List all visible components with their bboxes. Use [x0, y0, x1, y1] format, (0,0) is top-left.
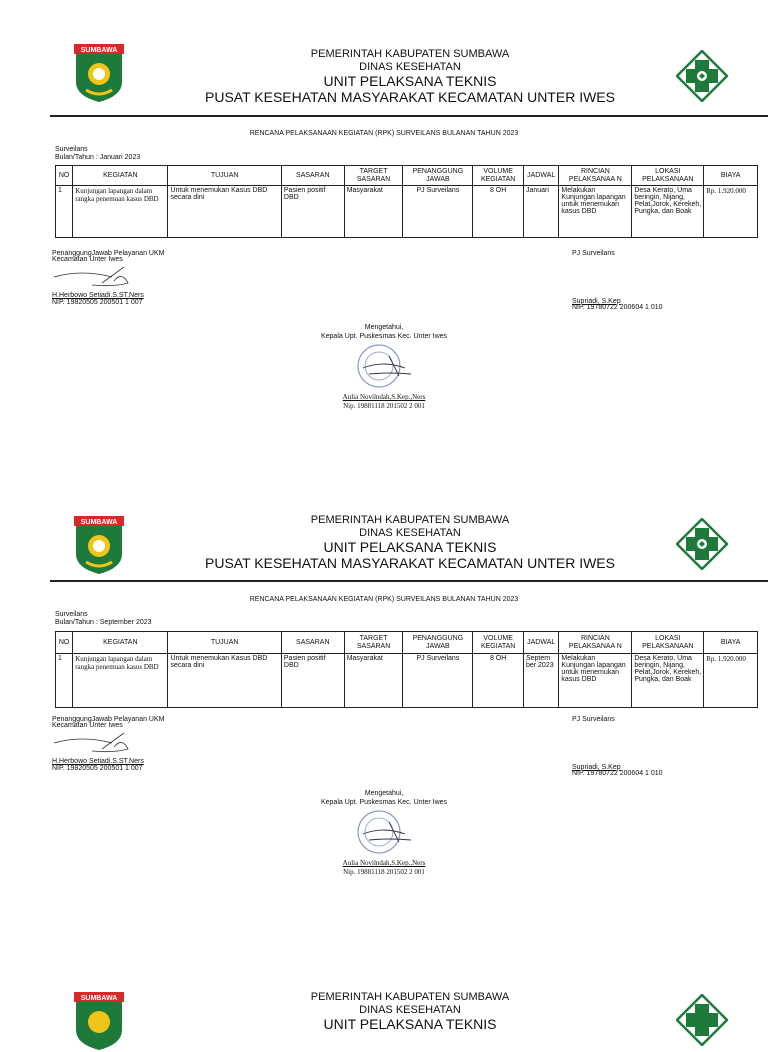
col-header: LOKASI PELAKSANAAN: [632, 632, 704, 654]
head-name: Aulia Novilndah,S.Kep.,Ners: [342, 859, 426, 868]
signature-right: [572, 716, 663, 778]
cell-kegiatan: Kunjungan lapangan dalam rangka penemuan kasus DBD: [73, 186, 168, 238]
approval-block: [0, 790, 768, 877]
table-row: [56, 186, 758, 238]
header-government: PEMERINTAH KABUPATEN SUMBAWA: [310, 48, 510, 60]
col-header: TARGET SASARAN: [344, 632, 403, 654]
approval-block: [0, 324, 768, 411]
signer-left-name: H.Herbowo Setiadi.S.ST.Ners: [52, 292, 144, 300]
header-rule: [50, 115, 768, 117]
signature-left: [52, 250, 164, 306]
col-header: TUJUAN: [168, 166, 281, 186]
cell-tujuan: Untuk menemukan Kasus DBD secara dini: [168, 654, 281, 708]
acknowledgement-label: Mengetahui,: [364, 324, 404, 331]
head-nip: Nip. 19881118 201502 2 001: [343, 402, 425, 410]
header-rule: [50, 580, 768, 582]
official-stamp: [349, 808, 419, 856]
cell-biaya: Rp. 1.920.000: [704, 654, 758, 708]
col-header: VOLUME KEGIATAN: [473, 166, 524, 186]
col-header: PENANGGUNG JAWAB: [403, 166, 473, 186]
handwritten-signature: [52, 263, 142, 289]
signer-left-nip: NIP. 19820505 200501 1 007: [52, 764, 143, 772]
col-header: VOLUME KEGIATAN: [473, 632, 524, 654]
document-page-2: [0, 468, 768, 908]
svg-text:SUMBAWA: SUMBAWA: [80, 47, 118, 54]
signer-left-office: Kecamatan Unter Iwes: [52, 255, 123, 263]
header-unit: UNIT PELAKSANA TEKNIS: [323, 73, 497, 90]
col-header: SASARAN: [281, 632, 344, 654]
cell-sasaran: Pasien positif DBD: [281, 186, 344, 238]
col-header: TARGET SASARAN: [344, 166, 403, 186]
cell-no: 1: [56, 654, 73, 708]
cell-volume: 8 OH: [473, 654, 524, 708]
col-header: RINCIAN PELAKSANAA N: [559, 166, 632, 186]
cell-target: Masyarakat: [344, 186, 403, 238]
head-name: Aulia Novilndah,S.Kep.,Ners: [342, 393, 426, 402]
cell-rincian: Melakukan Kunjungan lapangan untuk menemukan kasus DBD: [559, 186, 632, 238]
signer-right-nip: NIP. 19780722 200604 1 010: [572, 770, 663, 778]
head-title: Kepala Upt. Puskesmas Kec. Unter Iwes: [320, 332, 448, 340]
col-header: BIAYA: [704, 166, 758, 186]
col-header: KEGIATAN: [73, 166, 168, 186]
col-header: RINCIAN PELAKSANAA N: [559, 632, 632, 654]
svg-text:SUMBAWA: SUMBAWA: [80, 995, 118, 1002]
col-header: NO: [56, 632, 73, 654]
cell-target: Masyarakat: [344, 654, 403, 708]
signer-right-nip: NIP. 19780722 200604 1 010: [572, 304, 663, 312]
puskesmas-logo: [676, 994, 728, 1046]
document-page-3: [0, 944, 768, 1033]
table-row: [56, 654, 758, 708]
puskesmas-logo: [676, 518, 728, 570]
header-department: DINAS KESEHATAN: [359, 1003, 461, 1016]
letterhead: [160, 48, 660, 105]
cell-no: 1: [56, 186, 73, 238]
table-header-row: [56, 632, 758, 654]
signer-left-name: H.Herbowo Setiadi.S.ST.Ners: [52, 758, 144, 766]
col-header: KEGIATAN: [73, 632, 168, 654]
program-label: Surveilans: [55, 146, 88, 153]
signer-right-name: Supriadi, S.Kep: [572, 297, 621, 305]
acknowledgement-label: Mengetahui,: [364, 790, 404, 797]
head-title: Kepala Upt. Puskesmas Kec. Unter Iwes: [320, 798, 448, 806]
header-puskesmas: PUSAT KESEHATAN MASYARAKAT KECAMATAN UNTER IWES: [205, 89, 615, 106]
document-title: RENCANA PELAKSANAAN KEGIATAN (RPK) SURVEILANS BULANAN TAHUN 2023: [249, 596, 519, 603]
cell-kegiatan: Kunjungan lapangan dalam rangka penemuan kasus DBD: [73, 654, 168, 708]
rpk-table: [55, 165, 758, 238]
signer-left-office: Kecamatan Unter Iwes: [52, 721, 123, 729]
sumbawa-crest-logo: [72, 514, 126, 576]
letterhead: [160, 514, 660, 571]
official-stamp: [349, 342, 419, 390]
col-header: NO: [56, 166, 73, 186]
col-header: TUJUAN: [168, 632, 281, 654]
document-page-1: [0, 0, 768, 440]
signer-left-title: PenanggungJawab Pelayanan UKM: [52, 250, 165, 257]
table-header-row: [56, 166, 758, 186]
puskesmas-logo: [676, 50, 728, 102]
cell-sasaran: Pasien positif DBD: [281, 654, 344, 708]
period-label: Bulan/Tahun : Januari 2023: [55, 153, 141, 161]
head-nip: Nip. 19881118 201502 2 001: [343, 868, 425, 876]
col-header: PENANGGUNG JAWAB: [403, 632, 473, 654]
sumbawa-crest-logo: [72, 990, 126, 1052]
handwritten-signature: [52, 729, 142, 755]
col-header: JADWAL: [523, 632, 558, 654]
cell-rincian: Melakukan Kunjungan lapangan untuk menemukan kasus DBD: [559, 654, 632, 708]
cell-volume: 8 OH: [473, 186, 524, 238]
col-header: BIAYA: [704, 632, 758, 654]
signer-right-name: Supriadi, S.Kep: [572, 763, 621, 771]
sumbawa-crest-logo: [72, 42, 126, 104]
signature-left: [52, 716, 164, 772]
header-unit: UNIT PELAKSANA TEKNIS: [323, 1016, 497, 1033]
cell-jadwal: Januari: [523, 186, 558, 238]
header-government: PEMERINTAH KABUPATEN SUMBAWA: [310, 514, 510, 526]
cell-pj: PJ Surveilans: [403, 654, 473, 708]
header-unit: UNIT PELAKSANA TEKNIS: [323, 539, 497, 556]
document-title: RENCANA PELAKSANAAN KEGIATAN (RPK) SURVEILANS BULANAN TAHUN 2023: [249, 130, 519, 137]
col-header: LOKASI PELAKSANAAN: [632, 166, 704, 186]
signer-left-nip: NIP. 19820505 200501 1 007: [52, 298, 143, 306]
signer-right-title: PJ Surveilans: [572, 716, 615, 723]
header-puskesmas: PUSAT KESEHATAN MASYARAKAT KECAMATAN UNTER IWES: [205, 555, 615, 572]
letterhead: [160, 991, 660, 1032]
header-department: DINAS KESEHATAN: [359, 526, 461, 539]
svg-text:SUMBAWA: SUMBAWA: [80, 519, 118, 526]
cell-lokasi: Desa Kerato, Uma beringin, Nijang, Pelat,Jorok, Kerekeh, Pungka, dan Boak: [632, 654, 704, 708]
cell-pj: PJ Surveilans: [403, 186, 473, 238]
signer-left-title: PenanggungJawab Pelayanan UKM: [52, 716, 165, 723]
cell-biaya: Rp. 1.920.000: [704, 186, 758, 238]
cell-jadwal: Septem ber 2023: [523, 654, 558, 708]
document-meta: [55, 146, 140, 161]
program-label: Surveilans: [55, 611, 88, 618]
cell-tujuan: Untuk menemukan Kasus DBD secara dini: [168, 186, 281, 238]
col-header: SASARAN: [281, 166, 344, 186]
signer-right-title: PJ Surveilans: [572, 250, 615, 257]
header-government: PEMERINTAH KABUPATEN SUMBAWA: [310, 991, 510, 1003]
col-header: JADWAL: [523, 166, 558, 186]
document-meta: [55, 611, 152, 626]
header-department: DINAS KESEHATAN: [359, 60, 461, 73]
rpk-table: [55, 631, 758, 708]
signature-right: [572, 250, 663, 312]
period-label: Bulan/Tahun : September 2023: [55, 618, 152, 626]
cell-lokasi: Desa Kerato, Uma beringin, Nijang, Pelat,Jorok, Kerekeh, Pungka, dan Boak: [632, 186, 704, 238]
